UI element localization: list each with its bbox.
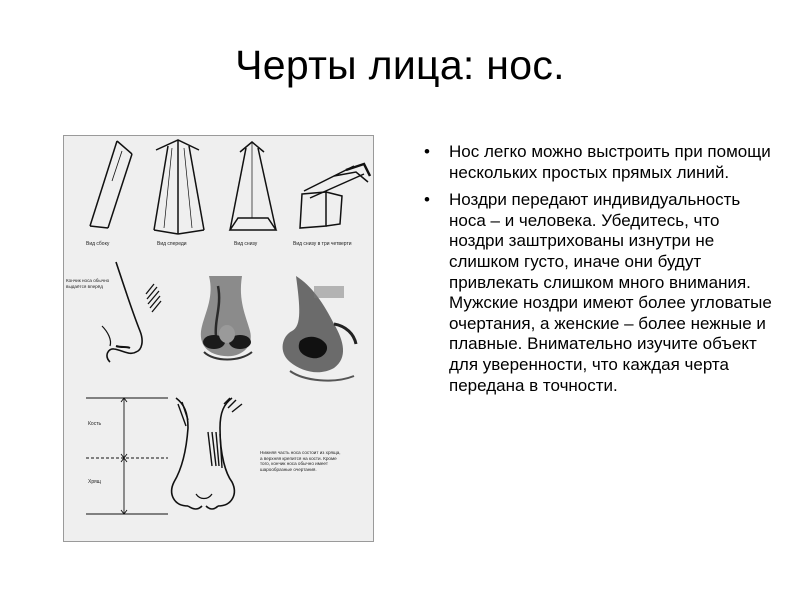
front-line-nose bbox=[172, 398, 235, 509]
view-label-three-quarter: Вид снизу в три четверти bbox=[293, 241, 352, 247]
view-label-side: Вид сбоку bbox=[86, 241, 110, 247]
bullet-dot-icon: • bbox=[424, 142, 430, 161]
bottom-view-sketch bbox=[230, 142, 276, 230]
three-quarter-shaded-nose bbox=[283, 276, 356, 381]
bullet-text: Нос легко можно выстроить при помощи нескольких простых прямых линий. bbox=[449, 142, 771, 182]
view-label-front: Вид спереди bbox=[157, 241, 187, 247]
tip-note-text: Кончик носа обычно выдаётся вперёд bbox=[66, 278, 110, 289]
bullet-list bbox=[424, 142, 774, 403]
bullet-text: Ноздри передают индивидуальность носа – и человека. Убедитесь, что ноздри заштрихованы изнутри не слишком густо, иначе они будут привлекать слишком много внимания. Мужские ноздри имеют более угловатые очертания, а женские – более нежные и плавные. Внимательно изучите объект для уверенности, что каждая черта передана в точности. bbox=[449, 190, 772, 395]
three-quarter-view-sketch bbox=[300, 164, 370, 228]
construction-views bbox=[90, 140, 370, 234]
nose-drawing-svg bbox=[64, 136, 373, 541]
measurement-lines bbox=[86, 398, 168, 514]
cartilage-note-text: Нижняя часть носа состоит из хряща, а верхняя крепится на кости. Кроме того, кончик носа обычно имеет шарообразные очертания. bbox=[260, 450, 341, 472]
bullet-item bbox=[424, 142, 774, 183]
nose-drawing-illustration bbox=[63, 135, 374, 542]
label-cartilage: Хрящ bbox=[88, 479, 101, 485]
label-bone: Кость bbox=[88, 421, 102, 427]
front-shaded-nose bbox=[201, 276, 252, 360]
view-labels bbox=[86, 241, 352, 247]
profile-nose-sketch bbox=[102, 262, 142, 362]
slide-title: Черты лица: нос. bbox=[235, 42, 565, 88]
front-view-sketch bbox=[154, 140, 204, 234]
view-label-bottom: Вид снизу bbox=[234, 241, 258, 247]
bullet-item bbox=[424, 190, 774, 396]
bullet-dot-icon: • bbox=[424, 190, 430, 210]
profile-hatching bbox=[146, 284, 161, 312]
side-view-sketch bbox=[90, 141, 132, 228]
measurement-labels bbox=[88, 421, 101, 485]
tip-note bbox=[66, 278, 118, 312]
